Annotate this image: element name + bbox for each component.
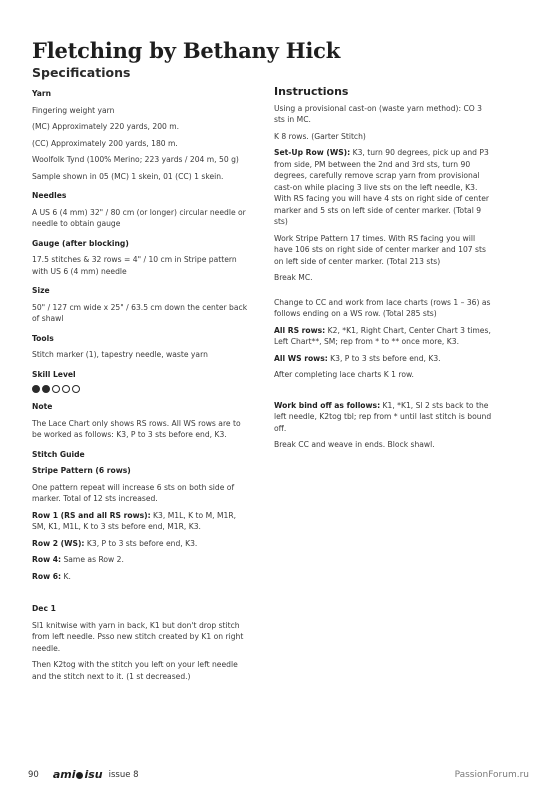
instruction-paragraph: Using a provisional cast-on (waste yarn method): CO 3 sts in MC. <box>274 103 482 124</box>
page-number: 90 <box>28 769 39 780</box>
gauge-label: Gauge (after blocking) <box>32 238 129 248</box>
dec1-line: Sl1 knitwise with yarn in back, K1 but don't drop stitch from left needle. Psso new stitch created by K1 on right needle. <box>32 620 244 653</box>
stripe-row: Row 2 (WS): K3, P to 3 sts before end, K3. <box>32 538 198 548</box>
skill-dot-filled-icon <box>42 385 50 393</box>
instruction-paragraph: Break CC and weave in ends. Block shawl. <box>274 440 435 449</box>
instructions-column <box>274 86 494 456</box>
instruction-paragraph: Change to CC and work from lace charts (rows 1 – 36) as follows ending on a WS row. (Total 285 sts) <box>274 297 491 318</box>
tools-text: Stitch marker (1), tapestry needle, waste yarn <box>32 350 208 359</box>
note-label: Note <box>32 402 53 411</box>
stripe-pattern-label: Stripe Pattern (6 rows) <box>32 466 131 475</box>
instruction-paragraph: K 8 rows. (Garter Stitch) <box>274 131 366 141</box>
skill-level-rating <box>32 385 248 393</box>
instructions-heading: Instructions <box>274 85 349 98</box>
tools-label: Tools <box>32 333 54 343</box>
skill-dot-empty-icon <box>62 385 70 393</box>
skill-dot-empty-icon <box>52 385 60 393</box>
stripe-row: Row 4: Same as Row 2. <box>32 555 124 564</box>
yarn-line: Sample shown in 05 (MC) 1 skein, 01 (CC) 1 skein. <box>32 171 224 181</box>
dec1-line: Then K2tog with the stitch you left on your left needle and the stitch next to it. (1 st decreased.) <box>32 660 238 681</box>
gauge-text: 17.5 stitches & 32 rows = 4" / 10 cm in Stripe pattern with US 6 (4 mm) needle <box>32 255 237 276</box>
watermark: PassionForum.ru <box>454 770 529 780</box>
brand-logo-icon <box>76 772 83 779</box>
needles-text: A US 6 (4 mm) 32" / 80 cm (or longer) circular needle or needle to obtain gauge <box>32 207 246 228</box>
specifications-heading: Specifications <box>32 65 131 80</box>
stripe-pattern-intro: One pattern repeat will increase 6 sts on both side of marker. Total of 12 sts increased. <box>32 482 235 503</box>
dec1-label: Dec 1 <box>32 604 56 613</box>
bind-off: Work bind off as follows: K1, *K1, Sl 2 sts back to the left needle, K2tog tbl; rep from * until last stitch is bound off. <box>274 400 492 433</box>
yarn-line: (CC) Approximately 200 yards, 180 m. <box>32 138 178 148</box>
all-rs-rows: All RS rows: K2, *K1, Right Chart, Center Chart 3 times, Left Chart**, SM; rep from * to ** once more, K3. <box>274 325 491 346</box>
skill-level-label: Skill Level <box>32 369 76 379</box>
brand-logo: ami isu <box>52 768 103 781</box>
page-title: Fletching by Bethany Hick <box>32 38 341 63</box>
issue-label: issue 8 <box>108 769 139 780</box>
stripe-row: Row 6: K. <box>32 571 71 581</box>
page-footer <box>28 768 139 781</box>
yarn-label: Yarn <box>32 89 52 98</box>
yarn-line: Fingering weight yarn <box>32 105 115 115</box>
size-text: 50" / 127 cm wide x 25" / 63.5 cm down the center back of shawl <box>32 302 248 323</box>
instruction-paragraph: Work Stripe Pattern 17 times. With RS facing you will have 106 sts on right side of center marker and 107 sts on left side of center marker. (Total 213 sts) <box>274 233 486 266</box>
specifications-column <box>32 88 248 687</box>
size-label: Size <box>32 286 50 295</box>
stitch-guide-label: Stitch Guide <box>32 449 85 459</box>
skill-dot-empty-icon <box>72 385 80 393</box>
skill-dot-filled-icon <box>32 385 40 393</box>
note-text: The Lace Chart only shows RS rows. All WS rows are to be worked as follows: K3, P to 3 sts before end, K3. <box>32 418 241 439</box>
instruction-paragraph: After completing lace charts K 1 row. <box>274 370 414 379</box>
yarn-line: Woolfolk Tynd (100% Merino; 223 yards / 204 m, 50 g) <box>32 155 239 164</box>
stripe-row: Row 1 (RS and all RS rows): K3, M1L, K to M, M1R, SM, K1, M1L, K to 3 sts before end, M1R, K3. <box>32 510 237 531</box>
setup-row: Set-Up Row (WS): K3, turn 90 degrees, pick up and P3 from side, PM between the 2nd and 3rd sts, turn 90 degrees, carefully remove scrap yarn from provisional cast-on while placing 3 live sts on the left needle, K3. With RS facing you will have 4 sts on right side of center marker and 5 sts on left side of center marker. (Total 9 sts) <box>274 148 490 226</box>
all-ws-rows: All WS rows: K3, P to 3 sts before end, K3. <box>274 353 441 363</box>
yarn-line: (MC) Approximately 220 yards, 200 m. <box>32 122 180 131</box>
needles-label: Needles <box>32 191 67 200</box>
instruction-paragraph: Break MC. <box>274 273 313 282</box>
